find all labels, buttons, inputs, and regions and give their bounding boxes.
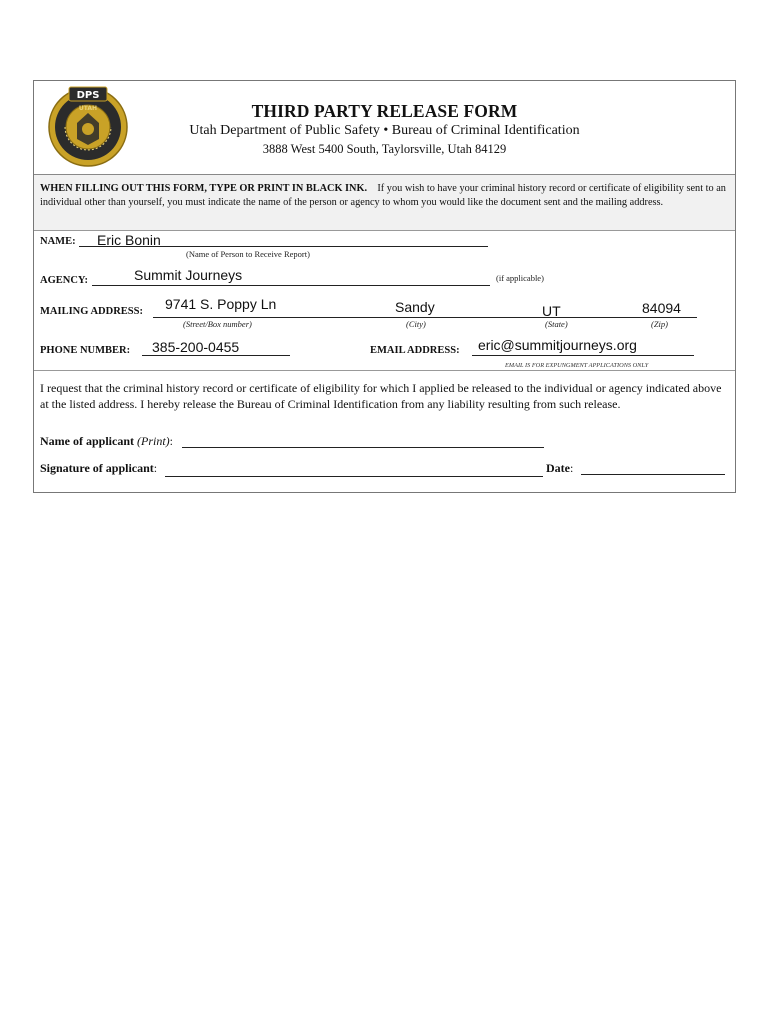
agency-field[interactable]: Summit Journeys	[134, 267, 243, 283]
city-caption: (City)	[406, 319, 426, 329]
date-row: Date:	[546, 461, 574, 475]
date-label: Date	[546, 461, 570, 475]
city-field[interactable]: Sandy	[395, 299, 435, 315]
mailing-address-label: MAILING ADDRESS:	[40, 306, 143, 317]
applicant-name-print: (Print)	[137, 434, 170, 448]
state-field[interactable]: UT	[542, 303, 561, 319]
email-line	[472, 355, 694, 356]
form-subtitle: Utah Department of Public Safety • Bureau of Criminal Identification	[189, 123, 580, 138]
applicant-name-field[interactable]	[182, 447, 544, 448]
applicant-name-row: Name of applicant (Print):	[40, 434, 174, 448]
release-statement: I request that the criminal history record or certificate of eligibility for which I applied be released to the individual or agency indicated above at the listed address. I hereby release the Bureau of Criminal Identification from any liability resulting from such release.	[40, 381, 722, 411]
name-caption: (Name of Person to Receive Report)	[186, 249, 310, 259]
applicant-signature-label: Signature of applicant	[40, 461, 154, 475]
phone-field[interactable]: 385-200-0455	[152, 339, 240, 355]
form-title: THIRD PARTY RELEASE FORM	[251, 101, 518, 121]
seal-band-text: UTAH	[78, 105, 98, 112]
instructions-bold: WHEN FILLING OUT THIS FORM, TYPE OR PRINT IN BLACK INK.	[40, 183, 368, 194]
agency-line	[92, 285, 490, 286]
zip-caption: (Zip)	[651, 319, 668, 329]
applicant-name-label: Name of applicant	[40, 434, 134, 448]
mailing-address-line	[153, 317, 697, 318]
applicant-signature-row: Signature of applicant:	[40, 461, 158, 475]
name-label: NAME:	[40, 236, 76, 247]
date-field[interactable]	[581, 474, 725, 475]
agency-label: AGENCY:	[40, 275, 89, 286]
seal-top-text: DPS	[76, 90, 100, 101]
name-field[interactable]: Eric Bonin	[97, 232, 161, 248]
phone-label: PHONE NUMBER:	[40, 345, 131, 356]
instructions-text: If you wish to have your criminal history record or certificate of eligibility sent to an individual other than yourself, you must indicate the name of the person or agency to whom you would like the document sent and the mailing address.	[40, 183, 726, 208]
agency-address: 3888 West 5400 South, Taylorsville, Utah 84129	[262, 142, 507, 156]
email-label: EMAIL ADDRESS:	[370, 345, 460, 356]
form-header	[34, 81, 735, 175]
street-field[interactable]: 9741 S. Poppy Ln	[165, 296, 277, 312]
zip-field[interactable]: 84094	[642, 300, 681, 316]
section-divider	[34, 370, 735, 371]
release-form	[33, 80, 736, 493]
state-caption: (State)	[545, 319, 568, 329]
instructions-box	[34, 175, 735, 231]
street-caption: (Street/Box number)	[183, 319, 252, 329]
email-note: EMAIL IS FOR EXPUNGMENT APPLICATIONS ONLY	[505, 362, 649, 369]
phone-line	[142, 355, 290, 356]
agency-caption: (if applicable)	[496, 273, 544, 283]
applicant-signature-field[interactable]	[165, 476, 543, 477]
email-field[interactable]: eric@summitjourneys.org	[478, 337, 637, 353]
